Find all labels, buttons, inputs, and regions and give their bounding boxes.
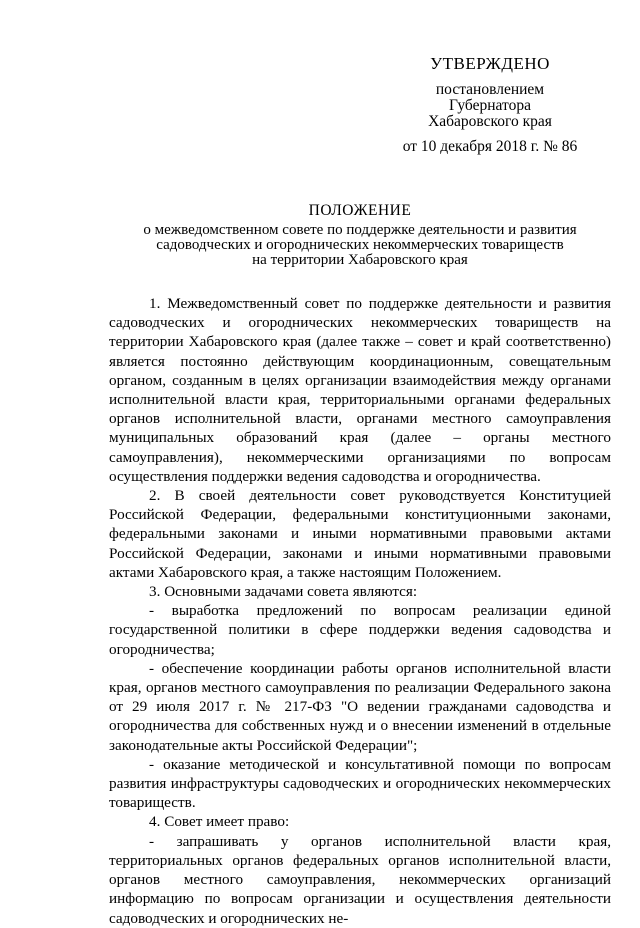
approval-line-3: Хабаровского края bbox=[428, 113, 552, 130]
paragraph-3-item-2: - обеспечение координации работы органов исполнительной власти края, органов местного самоуправления по реализации Федерального закона от 29 июля 2017 г. № 217-ФЗ "О ведении гражданами садоводства и огородничества для собственных нужд и о внесении изменений в отдельные законодательные акты Российской Федерации"; bbox=[109, 659, 611, 754]
document-title: ПОЛОЖЕНИЕ bbox=[308, 202, 412, 219]
paragraph-4-item-1: - запрашивать у органов исполнительной власти края, территориальных органов федеральных органов исполнительной власти, органов местного самоуправления, некоммерческих организаций информацию по вопросам организации и осуществления деятельности садоводческих и огороднических не- bbox=[109, 832, 611, 927]
approval-stamp bbox=[385, 56, 595, 155]
document-body bbox=[109, 294, 611, 928]
approval-date: от 10 декабря 2018 г. № 86 bbox=[402, 138, 578, 155]
approval-line-1: постановлением bbox=[435, 81, 545, 98]
approval-line-2: Губернатора bbox=[449, 97, 531, 114]
paragraph-3-item-1: - выработка предложений по вопросам реализации единой государственной политики в сфере поддержки ведения садоводства и огородничества; bbox=[109, 602, 611, 658]
paragraph-1: 1. Межведомственный совет по поддержке деятельности и развития садоводческих и огороднических некоммерческих товариществ на территории Хабаровского края (далее также – совет и край соответственно) является постоянно действующим координационным, совещательным органом, созданным в целях организации взаимодействия между органами исполнительной власти края, территориальными органами федеральных органов исполнительной власти, органами местного самоуправления муниципальных образований края (далее – органы местного самоуправления), некоммерческими организациями по вопросам осуществления поддержки ведения садоводства и огородничества. bbox=[109, 295, 611, 485]
paragraph-3: 3. Основными задачами совета являются: bbox=[149, 583, 418, 601]
paragraph-2: 2. В своей деятельности совет руководствуется Конституцией Российской Федерации, федеральными конституционными законами, федеральными законами и иными нормативными правовыми актами Российской Федерации, законами и иными нормативными правовыми актами Хабаровского края, а также настоящим Положением. bbox=[109, 487, 611, 581]
document-subtitle-line-3: на территории Хабаровского края bbox=[252, 252, 468, 268]
paragraph-3-item-3: - оказание методической и консультативной помощи по вопросам развития инфраструктуры садоводческих и огороднических некоммерческих товариществ. bbox=[109, 755, 611, 812]
document-subtitle-line-2: садоводческих и огороднических некоммерческих товариществ bbox=[156, 237, 564, 253]
approval-title: УТВЕРЖДЕНО bbox=[430, 54, 550, 73]
document-subtitle-line-1: о межведомственном совете по поддержке деятельности и развития bbox=[143, 222, 577, 238]
paragraph-4: 4. Совет имеет право: bbox=[149, 813, 290, 831]
document-heading bbox=[110, 203, 610, 268]
